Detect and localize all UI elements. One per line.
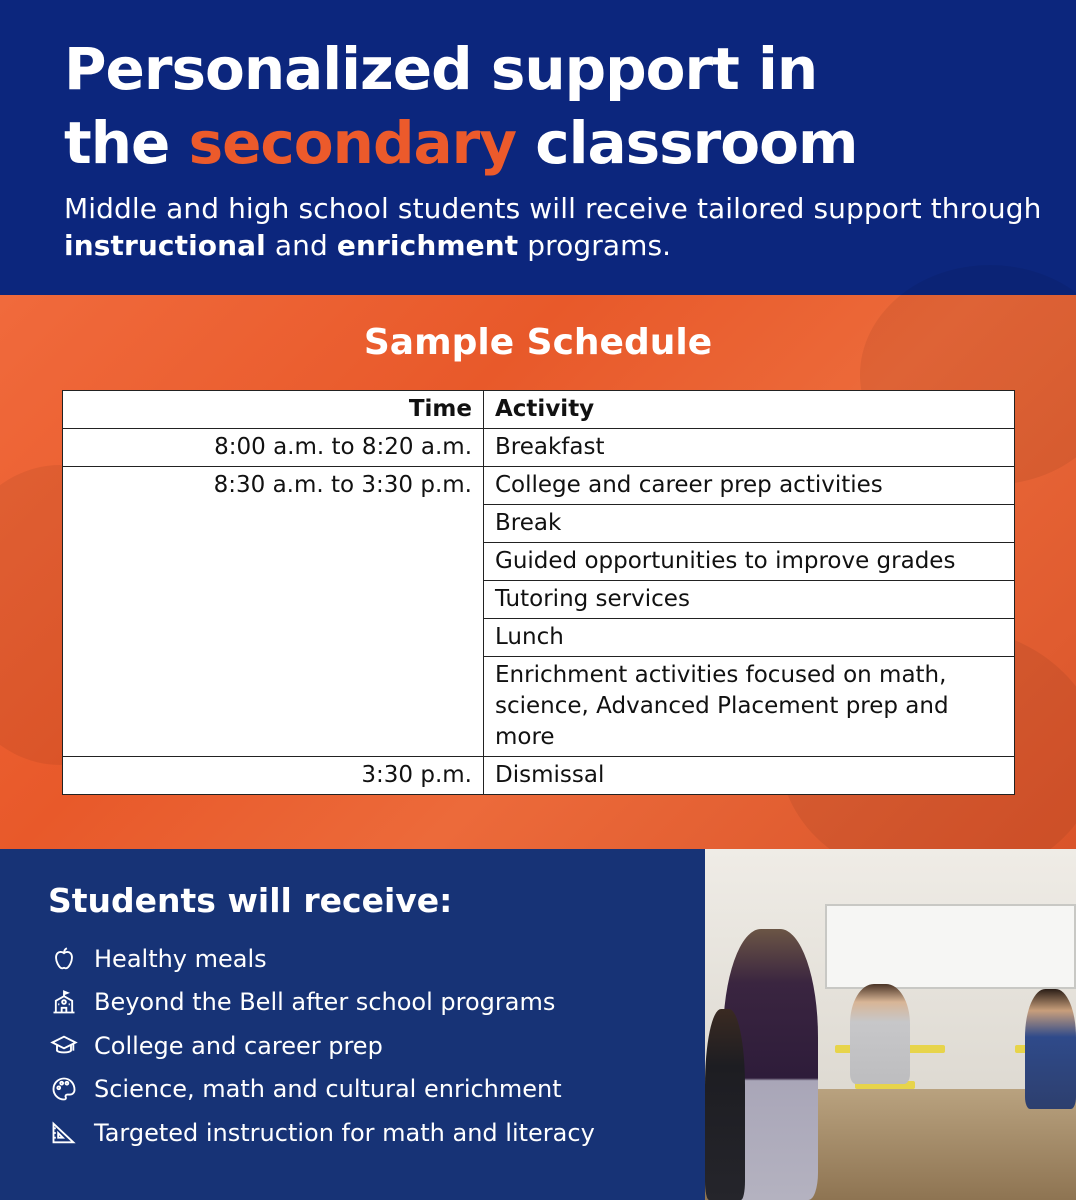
subhead-end: programs. [527,229,672,262]
activity-cell: Enrichment activities focused on math, science, Advanced Placement prep and more [484,657,1015,757]
list-item [48,1111,595,1155]
activity-cell: Break [484,505,1015,543]
photo-student [1025,989,1076,1109]
table-row [63,429,1015,467]
activity-cell: Tutoring services [484,581,1015,619]
subhead-and: and [274,229,328,262]
schedule-section [0,295,1076,849]
headline-the: the [64,109,170,177]
schedule-title: Sample Schedule [363,322,713,363]
list-item [48,937,595,981]
benefits-title: Students will receive: [48,881,453,920]
table-header-row [63,391,1015,429]
column-header-activity: Activity [484,391,1015,429]
activity-cell: Guided opportunities to improve grades [484,543,1015,581]
table-row [63,757,1015,795]
apple-icon [48,945,80,973]
subhead-text-1: Middle and high school students will receive tailored support through [64,192,1042,225]
photo-student [705,1009,745,1200]
graduation-cap-icon [48,1032,80,1060]
headline-classroom: classroom [535,109,858,177]
headline-line-1: Personalized support in [64,35,818,103]
schedule-table [62,390,1015,795]
activity-cell: Dismissal [484,757,1015,795]
benefit-label: College and career prep [94,1031,383,1060]
benefit-label: Beyond the Bell after school programs [94,988,556,1017]
benefit-label: Targeted instruction for math and literacy [94,1118,595,1147]
subhead-bold-enrichment: enrichment [336,229,519,262]
list-item [48,1068,595,1112]
time-cell: 8:30 a.m. to 3:30 p.m. [63,467,484,757]
page-title [64,32,1054,180]
photo-whiteboard [825,904,1076,989]
list-item [48,1024,595,1068]
column-header-time: Time [63,391,484,429]
activity-cell: Breakfast [484,429,1015,467]
header-banner [0,0,1076,295]
ruler-triangle-icon [48,1119,80,1147]
benefit-label: Healthy meals [94,944,267,973]
benefit-label: Science, math and cultural enrichment [94,1075,562,1104]
activity-cell: Lunch [484,619,1015,657]
subheadline [64,190,1054,264]
benefits-section [0,849,1076,1200]
photo-student [850,984,910,1084]
school-building-icon [48,988,80,1016]
time-cell: 8:00 a.m. to 8:20 a.m. [63,429,484,467]
list-item [48,981,595,1025]
time-cell: 3:30 p.m. [63,757,484,795]
subhead-bold-instructional: instructional [64,229,266,262]
table-row [63,467,1015,505]
headline-accent-word: secondary [188,109,517,177]
palette-icon [48,1075,80,1103]
activity-cell: College and career prep activities [484,467,1015,505]
classroom-photo [705,849,1076,1200]
benefits-list [48,937,595,1155]
